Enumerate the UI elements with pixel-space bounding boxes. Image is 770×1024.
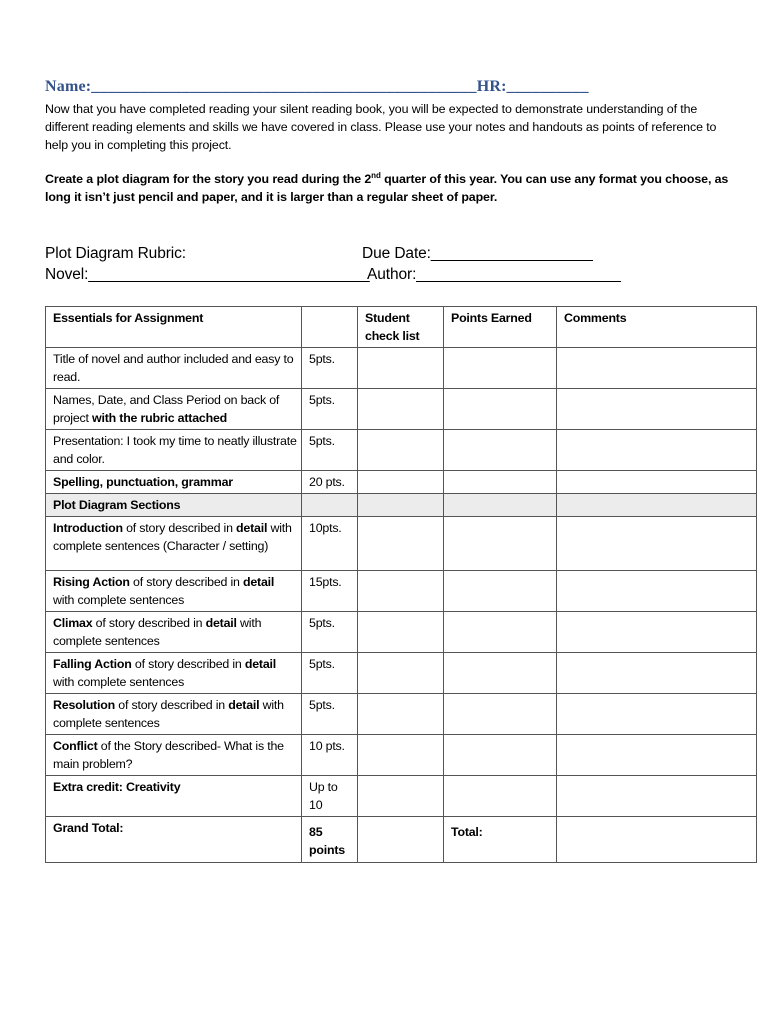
student-check-cell[interactable] — [358, 817, 444, 863]
criterion-cell — [46, 653, 302, 694]
criterion-bold-text: detail — [244, 657, 276, 671]
table-row — [46, 430, 757, 471]
sections-header-row — [46, 494, 757, 517]
points-value: 5pts. — [302, 653, 358, 694]
criterion-cell — [46, 694, 302, 735]
sections-title: Plot Diagram Sections — [46, 494, 302, 517]
comments-cell[interactable] — [557, 348, 757, 389]
grand-total-label: Grand Total: — [46, 817, 302, 863]
points-earned-cell[interactable] — [444, 735, 557, 776]
comments-cell[interactable] — [557, 571, 757, 612]
criterion-cell — [46, 735, 302, 776]
section-term: Rising Action — [53, 575, 130, 589]
student-check-cell[interactable] — [358, 694, 444, 735]
student-check-cell[interactable] — [358, 653, 444, 694]
table-row — [46, 776, 757, 817]
grand-total-row — [46, 817, 757, 863]
criterion-cell — [46, 517, 302, 571]
criterion-bold-text: detail — [228, 698, 260, 712]
criterion-cell — [46, 571, 302, 612]
total-label[interactable]: Total: — [444, 817, 557, 863]
student-check-cell[interactable] — [358, 571, 444, 612]
table-header-row — [46, 307, 757, 348]
student-check-cell[interactable] — [358, 735, 444, 776]
criterion-text: Presentation: I took my time to neatly illustrate and color. — [53, 434, 297, 466]
points-value: 5pts. — [302, 612, 358, 653]
points-value: 10pts. — [302, 517, 358, 571]
points-earned-cell[interactable] — [444, 430, 557, 471]
grand-total-points: 85 points — [302, 817, 358, 863]
student-check-cell[interactable] — [358, 471, 444, 494]
task-text — [45, 170, 735, 206]
section-term: Climax — [53, 616, 93, 630]
student-check-cell[interactable] — [358, 348, 444, 389]
table-row — [46, 694, 757, 735]
criterion-text: with complete sentences — [53, 593, 185, 607]
task-paragraph — [45, 170, 735, 206]
table-row — [46, 612, 757, 653]
comments-cell[interactable] — [557, 517, 757, 571]
criterion-bold-text: with the rubric attached — [92, 411, 228, 425]
points-earned-cell[interactable] — [444, 517, 557, 571]
criterion-text: of story described in — [92, 616, 206, 630]
student-check-cell[interactable] — [358, 612, 444, 653]
table-row — [46, 389, 757, 430]
table-row — [46, 517, 757, 571]
points-earned-cell[interactable] — [444, 471, 557, 494]
criterion-text: of story described in — [131, 657, 245, 671]
points-value: 5pts. — [302, 694, 358, 735]
section-term: Falling Action — [53, 657, 132, 671]
points-earned-cell[interactable] — [444, 389, 557, 430]
criterion-text: with complete sentences — [53, 616, 262, 648]
points-header-cell — [302, 307, 358, 348]
points-value: 15pts. — [302, 571, 358, 612]
comments-cell[interactable] — [557, 430, 757, 471]
task-text-part1: Create a plot diagram for the story you read during the 2 — [45, 172, 372, 186]
table-row — [46, 735, 757, 776]
comments-cell[interactable] — [557, 817, 757, 863]
shaded-cell — [557, 494, 757, 517]
essentials-title: Essentials for Assignment — [46, 307, 302, 348]
criterion-cell — [46, 430, 302, 471]
spelling-label: Spelling, punctuation, grammar — [46, 471, 302, 494]
student-checklist-header: Student check list — [358, 307, 444, 348]
comments-cell[interactable] — [557, 389, 757, 430]
points-earned-cell[interactable] — [444, 694, 557, 735]
rubric-table — [45, 306, 757, 863]
criterion-text: of story described in — [122, 521, 237, 535]
comments-cell[interactable] — [557, 694, 757, 735]
comments-cell[interactable] — [557, 735, 757, 776]
student-check-cell[interactable] — [358, 776, 444, 817]
table-row — [46, 348, 757, 389]
shaded-cell — [358, 494, 444, 517]
criterion-cell — [46, 348, 302, 389]
points-earned-cell[interactable] — [444, 776, 557, 817]
name-hr-line[interactable]: Name:_______________________________________________HR:__________ — [45, 78, 589, 95]
due-date-field[interactable]: Due Date:___________________ — [362, 245, 593, 262]
comments-header: Comments — [557, 307, 757, 348]
points-value: Up to 10 — [302, 776, 358, 817]
criterion-bold-text: detail — [236, 521, 268, 535]
points-earned-cell[interactable] — [444, 348, 557, 389]
student-check-cell[interactable] — [358, 389, 444, 430]
task-ordinal-suffix: nd — [371, 170, 381, 180]
criterion-text: with complete sentences — [53, 698, 284, 730]
points-earned-header: Points Earned — [444, 307, 557, 348]
criterion-text: of the Story described- What is the main problem? — [53, 739, 284, 771]
rubric-title: Plot Diagram Rubric: — [45, 245, 186, 262]
table-row — [46, 653, 757, 694]
shaded-cell — [444, 494, 557, 517]
points-value: 20 pts. — [302, 471, 358, 494]
points-earned-cell[interactable] — [444, 612, 557, 653]
table-row — [46, 571, 757, 612]
points-earned-cell[interactable] — [444, 653, 557, 694]
criterion-text: Title of novel and author included and easy to read. — [53, 352, 294, 384]
task-text-part2: quarter of this year. You can use any format you choose, as long it isn’t just pencil and paper, and it is larger than a regular sheet of paper. — [45, 172, 729, 204]
criterion-cell — [46, 389, 302, 430]
criterion-cell — [46, 612, 302, 653]
criterion-bold-text: detail — [205, 616, 237, 630]
points-earned-cell[interactable] — [444, 571, 557, 612]
extra-credit-label: Extra credit: Creativity — [46, 776, 302, 817]
criterion-text: of story described in — [129, 575, 243, 589]
criterion-text: of story described in — [115, 698, 229, 712]
student-check-cell[interactable] — [358, 430, 444, 471]
criterion-text: Names, Date, and Class Period on back of project — [53, 393, 280, 425]
criterion-text: with complete sentences — [53, 675, 185, 689]
shaded-cell — [302, 494, 358, 517]
points-value: 10 pts. — [302, 735, 358, 776]
points-value: 5pts. — [302, 430, 358, 471]
criterion-text: with complete sentences (Character / setting) — [53, 521, 292, 553]
section-term: Resolution — [53, 698, 116, 712]
points-value: 5pts. — [302, 389, 358, 430]
table-row — [46, 471, 757, 494]
author-field[interactable]: Author:________________________ — [367, 266, 621, 283]
points-value: 5pts. — [302, 348, 358, 389]
comments-cell[interactable] — [557, 776, 757, 817]
section-term: Introduction — [53, 521, 123, 535]
criterion-bold-text: detail — [242, 575, 275, 589]
section-term: Conflict — [53, 739, 98, 753]
novel-field[interactable]: Novel:_________________________________ — [45, 266, 370, 283]
student-check-cell[interactable] — [358, 517, 444, 571]
comments-cell[interactable] — [557, 612, 757, 653]
intro-paragraph — [45, 100, 735, 154]
intro-text: Now that you have completed reading your silent reading book, you will be expected to demonstrate understanding of the different reading elements and skills we have covered in class. Please use your notes and handouts as points of reference to help you in completing this project. — [45, 102, 717, 152]
comments-cell[interactable] — [557, 471, 757, 494]
comments-cell[interactable] — [557, 653, 757, 694]
